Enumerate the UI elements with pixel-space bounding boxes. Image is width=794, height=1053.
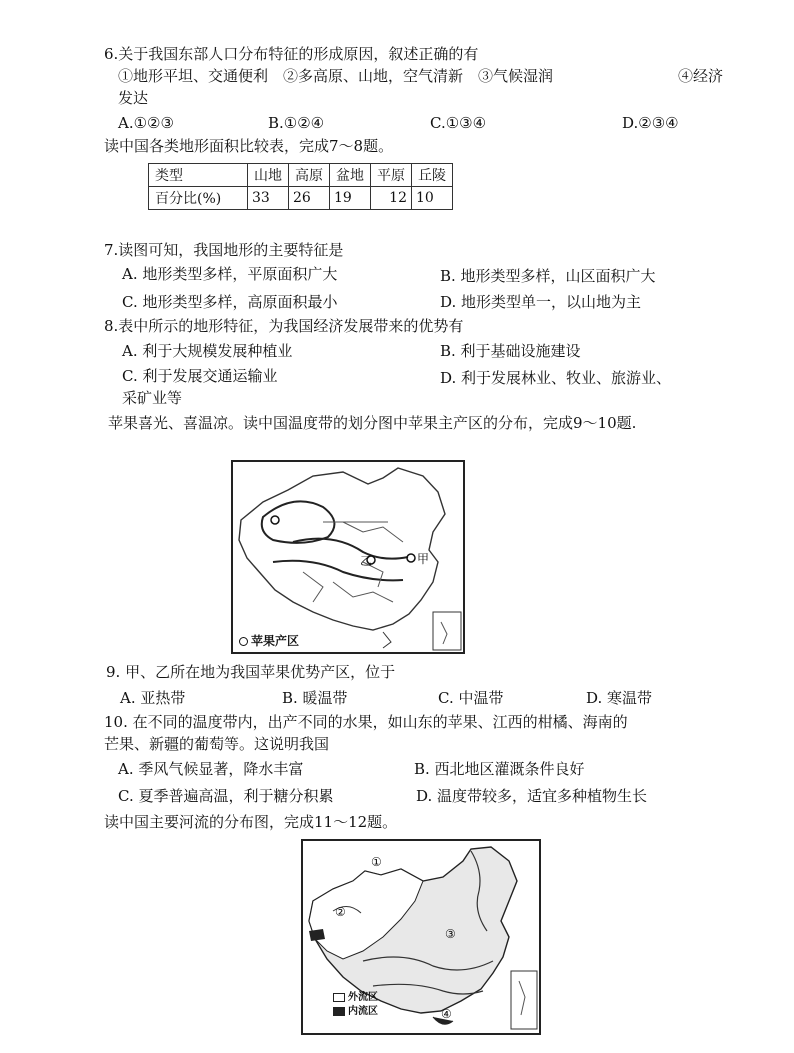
- q10-option-c: C. 夏季普遍高温，利于糖分积累: [118, 787, 334, 805]
- q7-option-b: B. 地形类型多样，山区面积广大: [440, 267, 656, 285]
- map2-label-2: ②: [335, 905, 346, 919]
- q7-option-d: D. 地形类型单一，以山地为主: [440, 293, 642, 311]
- map1-legend: [239, 632, 299, 649]
- q7-stem: 7.读图可知，我国地形的主要特征是: [104, 241, 344, 259]
- q9-option-a: A. 亚热带: [120, 689, 186, 707]
- table-cell: 12: [371, 187, 412, 210]
- q6-item4-end: 发达: [118, 89, 149, 107]
- river-map: [301, 839, 541, 1035]
- q6-option-c: C.①③④: [430, 114, 487, 132]
- table-cell: 山地: [248, 164, 289, 187]
- map2-legend: [333, 991, 378, 1019]
- table-cell: 平原: [371, 164, 412, 187]
- table-cell: 高原: [289, 164, 330, 187]
- table-cell: 盆地: [330, 164, 371, 187]
- table-cell: 33: [248, 187, 289, 210]
- map1-legend-label: 苹果产区: [251, 634, 300, 648]
- q6-option-b: B.①②④: [268, 114, 325, 132]
- intro-11-12: 读中国主要河流的分布图，完成11～12题。: [104, 813, 398, 831]
- exorheic-legend-icon: [333, 993, 345, 1002]
- temperature-zone-map: [231, 460, 465, 654]
- intro-7-8: 读中国各类地形面积比较表，完成7～8题。: [104, 137, 394, 155]
- q10-stem: 10. 在不同的温度带内，出产不同的水果，如山东的苹果、江西的柑橘、海南的: [104, 713, 628, 731]
- map2-legend-exorheic: 外流区: [348, 992, 378, 1003]
- q9-option-c: C. 中温带: [438, 689, 504, 707]
- table-cell: 26: [289, 187, 330, 210]
- map2-label-3: ③: [445, 927, 456, 941]
- q10-option-d: D. 温度带较多，适宜多种植物生长: [416, 787, 648, 805]
- q10-option-b: B. 西北地区灌溉条件良好: [414, 760, 585, 778]
- table-cell: 10: [412, 187, 453, 210]
- map2-label-1: ①: [371, 855, 382, 869]
- table-header-row: [149, 164, 453, 187]
- q9-stem: 9. 甲、乙所在地为我国苹果优势产区，位于: [106, 663, 396, 681]
- q7-option-a: A. 地形类型多样，平原面积广大: [122, 265, 338, 283]
- table-cell: 百分比(%): [149, 187, 248, 210]
- q6-items-line1: ①地形平坦、交通便利 ②多高原、山地，空气清新 ③气候湿润: [118, 67, 554, 85]
- map2-label-4: ④: [441, 1007, 452, 1021]
- q8-option-d-cont: 采矿业等: [122, 389, 183, 407]
- table-cell: 丘陵: [412, 164, 453, 187]
- q8-option-b: B. 利于基础设施建设: [440, 342, 581, 360]
- q6-option-a: A.①②③: [118, 114, 174, 132]
- apple-area-legend-icon: [239, 637, 248, 646]
- q6-stem: 6.关于我国东部人口分布特征的形成原因，叙述正确的有: [104, 45, 479, 63]
- map2-legend-endorheic: 内流区: [348, 1006, 378, 1017]
- endorheic-legend-icon: [333, 1007, 345, 1016]
- q10-option-a: A. 季风气候显著，降水丰富: [118, 760, 304, 778]
- q8-option-a: A. 利于大规模发展种植业: [122, 342, 293, 360]
- table-cell: 19: [330, 187, 371, 210]
- table-cell: 类型: [149, 164, 248, 187]
- q10-stem-2: 芒果、新疆的葡萄等。这说明我国: [104, 735, 330, 753]
- q8-option-d: D. 利于发展林业、牧业、旅游业、: [440, 369, 672, 387]
- q8-stem: 8.表中所示的地形特征，为我国经济发展带来的优势有: [104, 317, 464, 335]
- q8-option-c: C. 利于发展交通运输业: [122, 367, 278, 385]
- q7-option-c: C. 地形类型多样，高原面积最小: [122, 293, 338, 311]
- map1-label-jia: 甲: [417, 552, 430, 566]
- q9-option-d: D. 寒温带: [586, 689, 653, 707]
- terrain-area-table: [148, 163, 453, 210]
- q6-item4-start: ④经济: [678, 67, 724, 85]
- table-row: [149, 187, 453, 210]
- q6-option-d: D.②③④: [622, 114, 679, 132]
- intro-9-10: 苹果喜光、喜温凉。读中国温度带的划分图中苹果主产区的分布，完成9～10题.: [108, 414, 637, 432]
- map1-label-yi: 乙: [360, 554, 373, 568]
- q9-option-b: B. 暖温带: [282, 689, 348, 707]
